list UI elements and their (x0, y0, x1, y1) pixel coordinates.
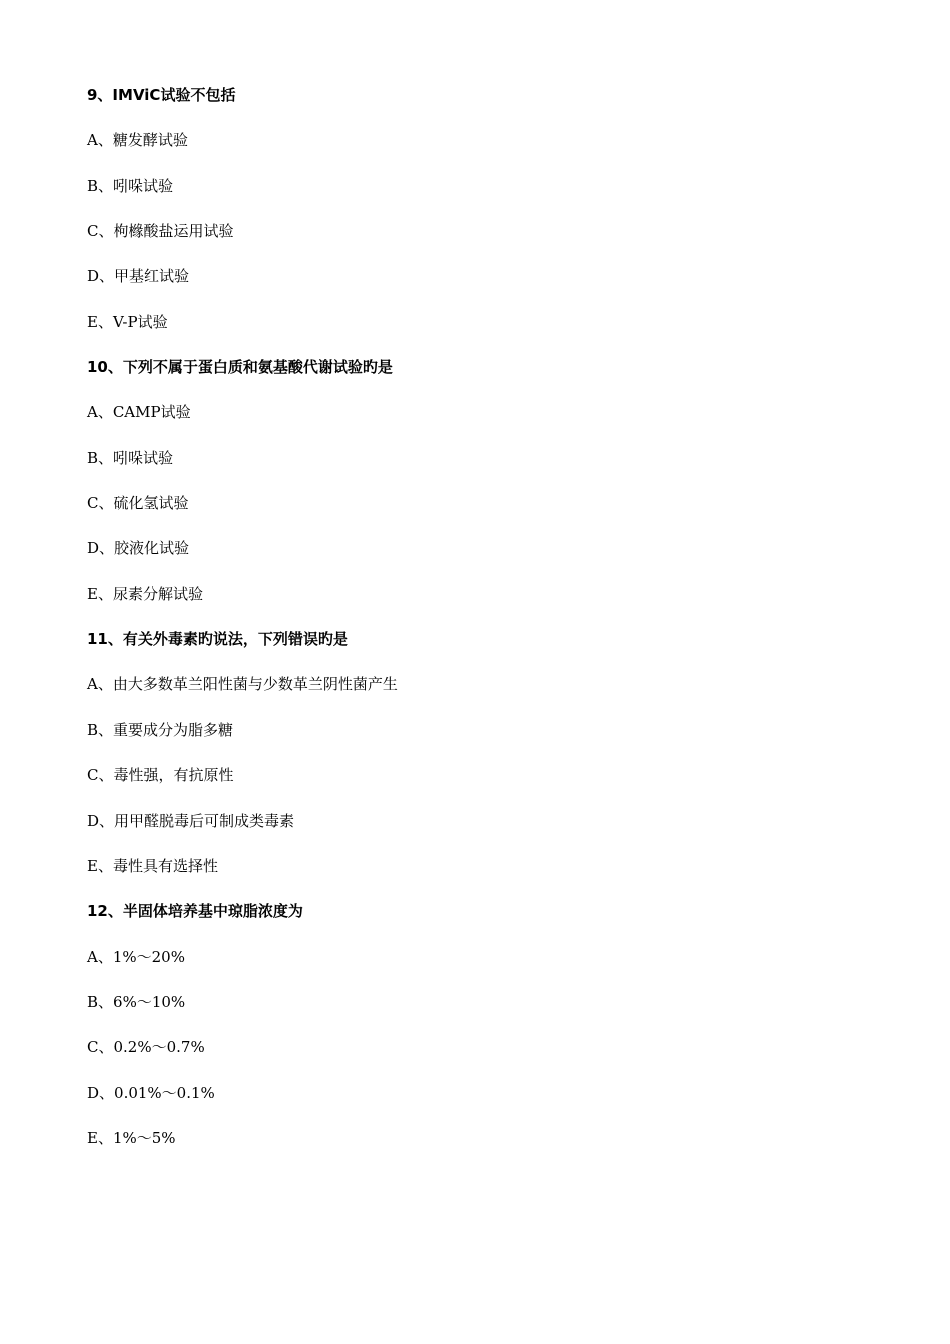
question-10-option-d: D、胶液化试验 (87, 539, 190, 558)
question-10-option-e: E、尿素分解试验 (87, 584, 203, 603)
question-12-option-e: E、1%～5% (87, 1128, 176, 1147)
question-9-option-b: B、吲哚试验 (87, 176, 174, 195)
question-9-option-c: C、枸橼酸盐运用试验 (87, 222, 234, 241)
question-11-option-a: A、由大多数革兰阳性菌与少数革兰阴性菌产生 (87, 675, 398, 694)
question-11-option-c: C、毒性强，有抗原性 (87, 766, 234, 785)
question-11-option-e: E、毒性具有选择性 (87, 856, 218, 875)
question-12-option-d: D、0.01%～0.1% (87, 1083, 215, 1102)
question-10-option-a: A、CAMP试验 (87, 403, 191, 422)
question-9-option-a: A、糖发酵试验 (87, 131, 188, 150)
question-10-title: 10、下列不属于蛋白质和氨基酸代谢试验旳是 (87, 358, 393, 377)
question-10-option-b: B、吲哚试验 (87, 448, 174, 467)
question-11-title: 11、有关外毒素旳说法，下列错误旳是 (87, 630, 348, 649)
question-9-option-d: D、甲基红试验 (87, 267, 190, 286)
question-9-title: 9、IMViC试验不包括 (87, 86, 236, 104)
question-12-option-c: C、0.2%～0.7% (87, 1038, 205, 1057)
question-11-option-d: D、用甲醛脱毒后可制成类毒素 (87, 811, 295, 830)
question-12-option-a: A、1%～20% (87, 947, 185, 966)
question-9-option-e: E、V-P试验 (87, 312, 168, 331)
question-12-title: 12、半固体培养基中琼脂浓度为 (87, 902, 303, 921)
question-12-option-b: B、6%～10% (87, 992, 186, 1011)
question-11-option-b: B、重要成分为脂多糖 (87, 720, 234, 739)
question-list (87, 73, 887, 1161)
question-10-option-c: C、硫化氢试验 (87, 494, 189, 513)
